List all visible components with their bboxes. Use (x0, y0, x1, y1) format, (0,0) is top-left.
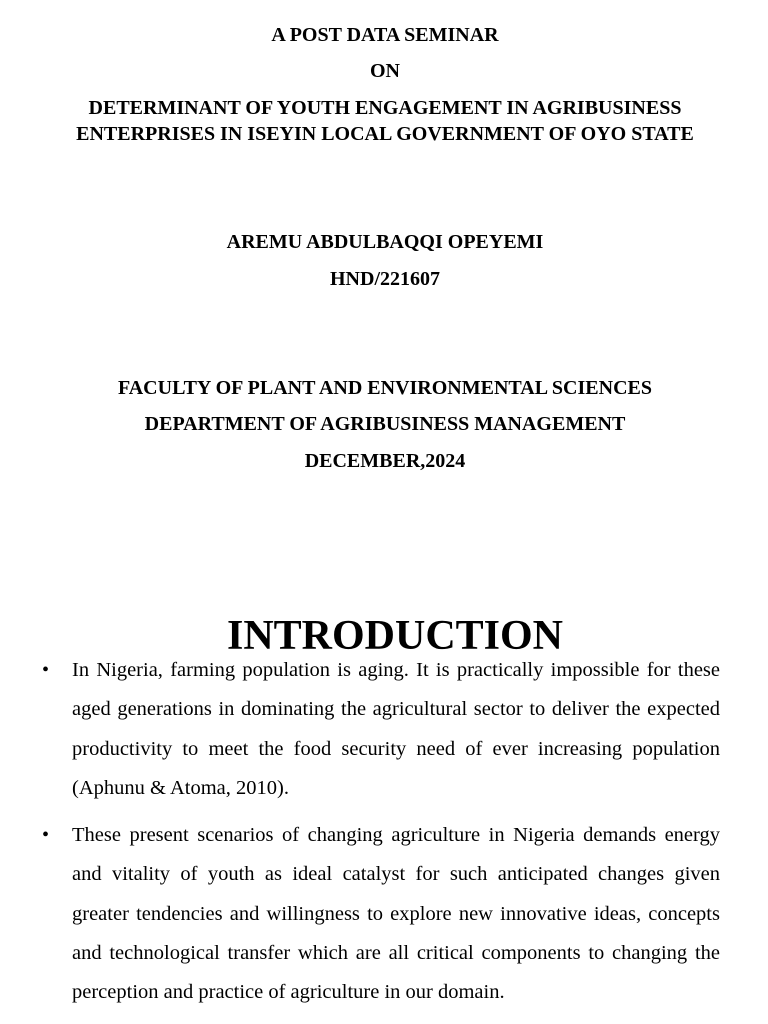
topic-title-line-2: ENTERPRISES IN ISEYIN LOCAL GOVERNMENT OF OYO STATE (76, 123, 694, 145)
bullet-item-youth-catalyst (36, 816, 720, 1012)
author-name: AREMU ABDULBAQQI OPEYEMI (226, 231, 544, 253)
bullet-item-aging-population (36, 651, 720, 808)
introduction-bullet-list (36, 651, 720, 1021)
presentation-date: DECEMBER,2024 (304, 450, 466, 472)
seminar-label: A POST DATA SEMINAR (271, 24, 499, 46)
matric-number: HND/221607 (330, 268, 440, 290)
bullet-icon: • (42, 659, 50, 681)
bullet-text: These present scenarios of changing agriculture in Nigeria demands energy and vitality of youth as ideal catalyst for such anticipated changes given greater tendencies and willingness to explore new innovative ideas, concepts and technological transfer which are all critical components to changing the perception and practice of agriculture in our domain. (72, 824, 720, 1004)
on-label: ON (370, 60, 400, 82)
bullet-text: In Nigeria, farming population is aging. It is practically impossible for these aged generations in dominating the agricultural sector to deliver the expected productivity to meet the food security need of ever increasing population (Aphunu & Atoma, 2010). (72, 659, 720, 799)
topic-title-line-1: DETERMINANT OF YOUTH ENGAGEMENT IN AGRIBUSINESS (88, 97, 682, 119)
department-name: DEPARTMENT OF AGRIBUSINESS MANAGEMENT (144, 413, 626, 435)
faculty-name: FACULTY OF PLANT AND ENVIRONMENTAL SCIENCES (118, 377, 652, 399)
introduction-heading: INTRODUCTION (226, 613, 564, 660)
bullet-icon: • (42, 824, 50, 847)
